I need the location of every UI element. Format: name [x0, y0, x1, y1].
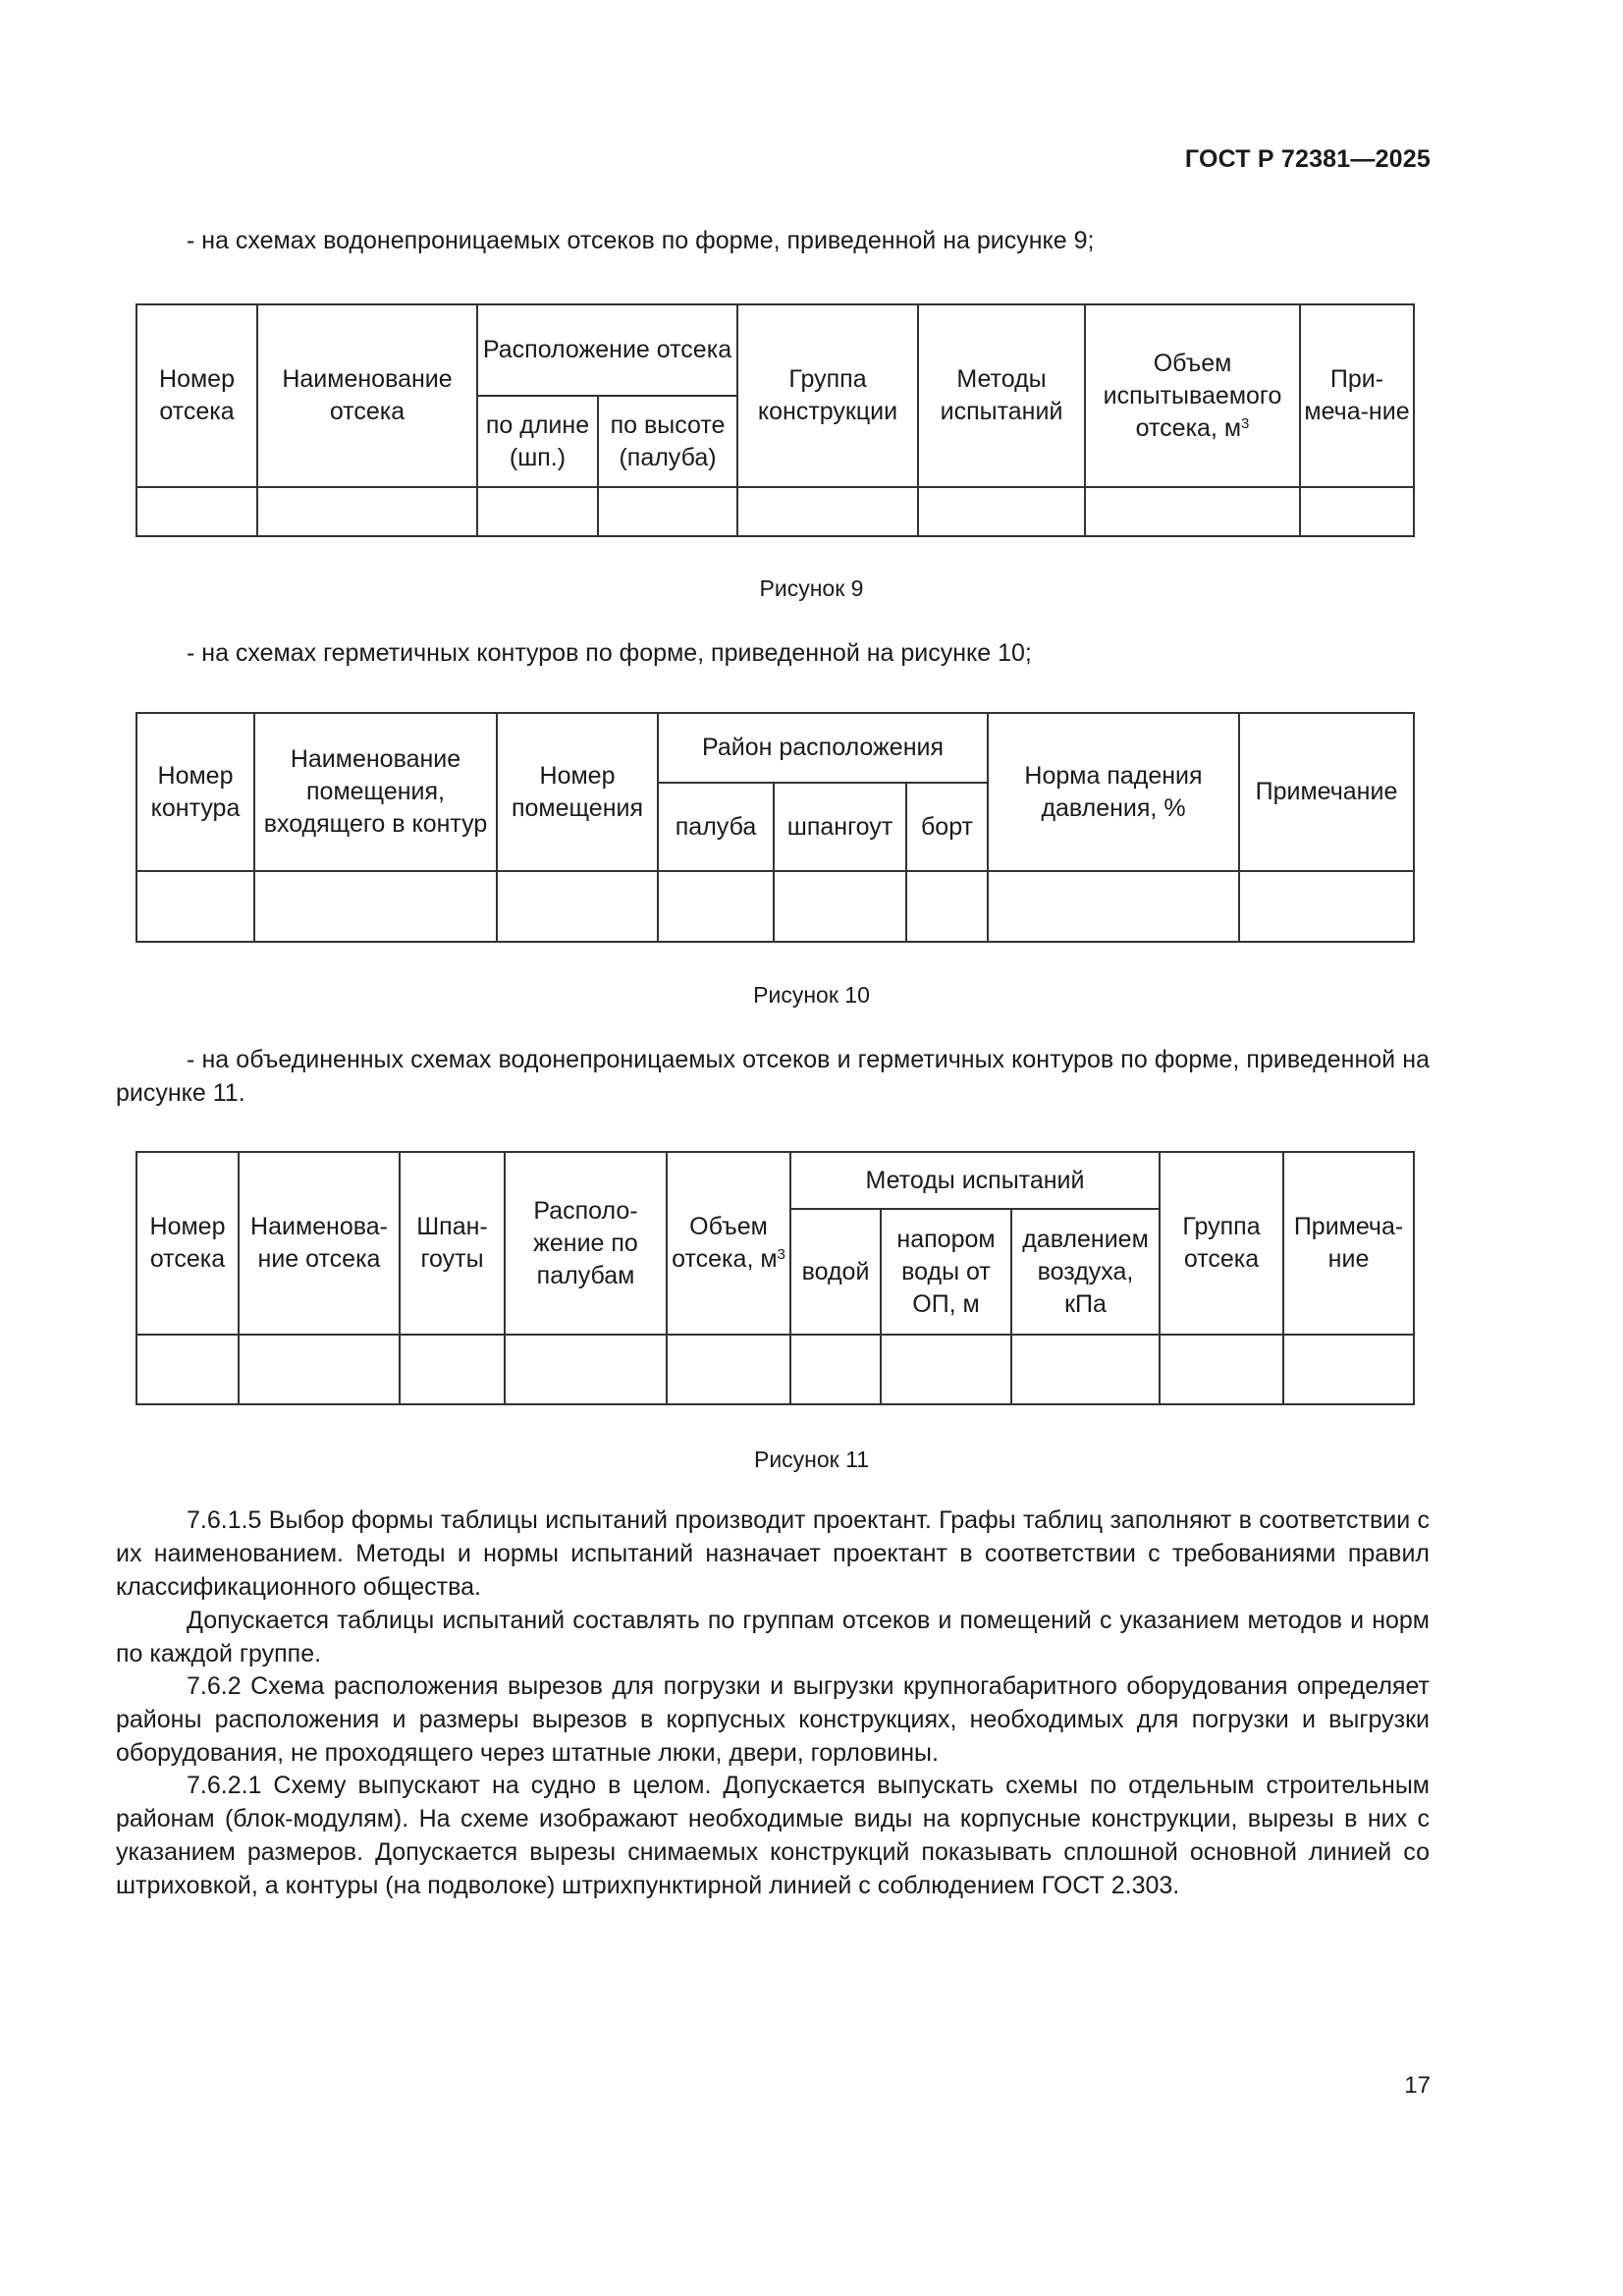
intro-figure-11: - на объединенных схемах водонепроницаемых отсеков и герметичных контуров по форме, приведенной на рисунке 11. [116, 1046, 1430, 1107]
header-compartment-volume: Объем испытываемого отсека, $м^3$ [1085, 304, 1300, 487]
caption-figure-11: Рисунок 11 [753, 1447, 869, 1472]
table-row [136, 487, 1414, 536]
header-pressure-drop: Норма падения давления, % [988, 713, 1239, 871]
caption-figure-10: Рисунок 10 [753, 982, 870, 1008]
header-deck: палуба [658, 783, 774, 871]
paragraph-7-6-2: 7.6.2 Схема расположения вырезов для погрузки и выгрузки крупногабаритного оборудования определяет районы расположения и размеры вырезов в корпусных конструкциях, необходимых для погрузки и выгрузки оборудования, не проходящего через штатные люки, двери, горловины. [116, 1672, 1430, 1767]
intro-figure-10: - на схемах герметичных контуров по форме, приведенной на рисунке 10; [187, 639, 1032, 667]
header-note: При-меча-ние [1300, 304, 1414, 487]
paragraph-7-6-1-5: 7.6.1.5 Выбор формы таблицы испытаний производит проектант. Графы таблиц заполняют в соответствии с их наименованием. Методы и нормы испытаний назначает проектант в соответствии с требованиями правил классификационного общества. [116, 1506, 1430, 1601]
header-room-name: Наименование помещения, входящего в контур [254, 713, 497, 871]
header-compartment-name: Наименова-ние отсека [239, 1152, 400, 1335]
header-note: Примечание [1239, 713, 1414, 871]
page-number: 17 [1404, 2072, 1431, 2099]
header-room-number: Номер помещения [497, 713, 658, 871]
header-compartment-number: Номер отсека [136, 1152, 239, 1335]
header-by-length: по длине (шп.) [477, 396, 598, 487]
paragraph-tables-by-groups: Допускается таблицы испытаний составлять по группам отсеков и помещений с указанием методов и норм по каждой группе. [116, 1607, 1430, 1667]
header-deck-location: Располо-жение по палубам [505, 1152, 667, 1335]
paragraph-7-6-2-1: 7.6.2.1 Схему выпускают на судно в целом. Допускается выпускать схемы по отдельным строительным районам (блок-модулям). На схеме изображают необходимые виды на корпусные конструкции, вырезы в них с указанием размеров. Допускается вырезы снимаемых конструкций показывать сплошной основной линией со штриховкой, а контуры (на подволоке) штрихпунктирной линией с соблюдением ГОСТ 2.303. [116, 1772, 1430, 1899]
header-air-pressure: давлением воздуха, кПа [1011, 1209, 1160, 1335]
figure-9-table [135, 303, 1415, 537]
header-contour-number: Номер контура [136, 713, 254, 871]
header-compartment-group: Группа отсека [1160, 1152, 1283, 1335]
figure-10-table [135, 712, 1415, 943]
header-structure-group: Группа конструкции [737, 304, 918, 487]
document-code: ГОСТ Р 72381—2025 [1184, 145, 1431, 173]
header-location-area: Район расположения [658, 713, 988, 783]
header-water-head: напором воды от ОП, м [881, 1209, 1011, 1335]
intro-figure-9: - на схемах водонепроницаемых отсеков по форме, приведенной на рисунке 9; [187, 227, 1095, 254]
table-row [136, 871, 1414, 942]
header-water: водой [790, 1209, 881, 1335]
header-frame: шпангоут [774, 783, 906, 871]
header-compartment-name: Наименование отсека [257, 304, 477, 487]
header-frames: Шпан-гоуты [400, 1152, 505, 1335]
header-compartment-number: Номер отсека [136, 304, 257, 487]
header-test-methods: Методы испытаний [790, 1152, 1160, 1209]
header-test-methods: Методы испытаний [918, 304, 1085, 487]
header-by-height: по высоте (палуба) [598, 396, 737, 487]
caption-figure-9: Рисунок 9 [759, 575, 864, 601]
header-compartment-volume: Объем отсека, $м^3$ [667, 1152, 790, 1335]
table-row [136, 1335, 1414, 1404]
figure-11-table [135, 1151, 1415, 1405]
header-side: борт [906, 783, 988, 871]
header-compartment-location: Расположение отсека [477, 304, 737, 396]
header-note: Примеча-ние [1283, 1152, 1414, 1335]
